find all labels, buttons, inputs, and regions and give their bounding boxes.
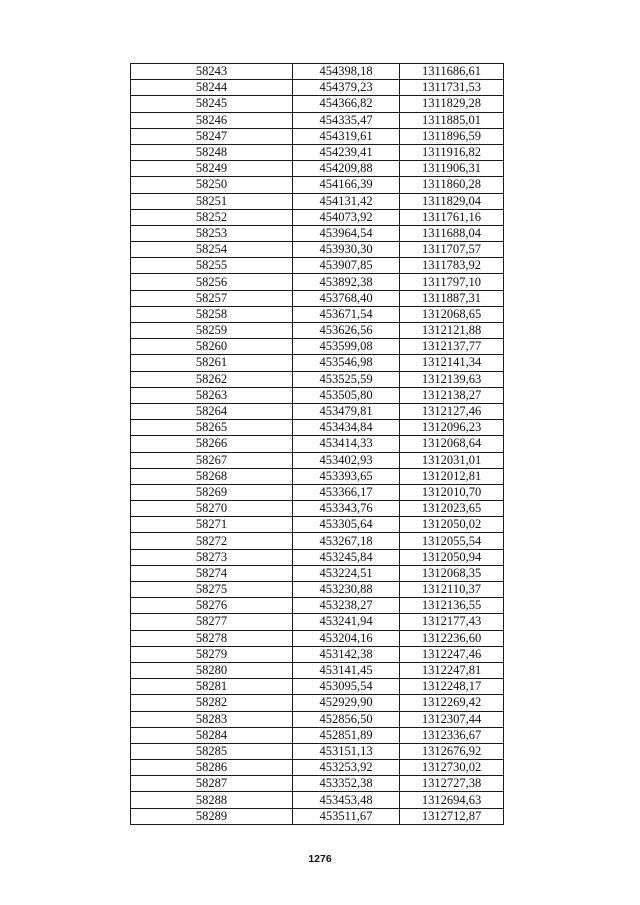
y-coordinate-cell: 1312676,92 — [400, 743, 504, 759]
table-row — [131, 776, 504, 792]
point-number-cell: 58283 — [131, 711, 293, 727]
point-number-cell: 58245 — [131, 96, 293, 112]
point-number-cell: 58281 — [131, 679, 293, 695]
x-coordinate-cell: 452929,90 — [293, 695, 400, 711]
table-row — [131, 614, 504, 630]
point-number-cell: 58279 — [131, 646, 293, 662]
point-number-cell: 58276 — [131, 598, 293, 614]
point-number-cell: 58270 — [131, 501, 293, 517]
table-row — [131, 242, 504, 258]
y-coordinate-cell: 1312012,81 — [400, 468, 504, 484]
x-coordinate-cell: 453546,98 — [293, 355, 400, 371]
table-row — [131, 290, 504, 306]
x-coordinate-cell: 452851,89 — [293, 727, 400, 743]
point-number-cell: 58259 — [131, 323, 293, 339]
x-coordinate-cell: 453142,38 — [293, 646, 400, 662]
point-number-cell: 58256 — [131, 274, 293, 290]
x-coordinate-cell: 453414,33 — [293, 436, 400, 452]
x-coordinate-cell: 454335,47 — [293, 112, 400, 128]
x-coordinate-cell: 454379,23 — [293, 80, 400, 96]
page-number: 1276 — [308, 853, 332, 865]
table-row — [131, 484, 504, 500]
point-number-cell: 58247 — [131, 128, 293, 144]
y-coordinate-cell: 1312050,94 — [400, 549, 504, 565]
point-number-cell: 58274 — [131, 565, 293, 581]
y-coordinate-cell: 1312136,55 — [400, 598, 504, 614]
x-coordinate-cell: 453141,45 — [293, 662, 400, 678]
point-number-cell: 58253 — [131, 225, 293, 241]
point-number-cell: 58246 — [131, 112, 293, 128]
table-row — [131, 339, 504, 355]
table-row — [131, 323, 504, 339]
x-coordinate-cell: 453505,80 — [293, 387, 400, 403]
table-row — [131, 646, 504, 662]
y-coordinate-cell: 1311829,28 — [400, 96, 504, 112]
y-coordinate-cell: 1311707,57 — [400, 242, 504, 258]
table-row — [131, 533, 504, 549]
table-row — [131, 711, 504, 727]
x-coordinate-cell: 453479,81 — [293, 403, 400, 419]
y-coordinate-cell: 1312010,70 — [400, 484, 504, 500]
y-coordinate-cell: 1312694,63 — [400, 792, 504, 808]
x-coordinate-cell: 454366,82 — [293, 96, 400, 112]
y-coordinate-cell: 1312177,43 — [400, 614, 504, 630]
table-row — [131, 355, 504, 371]
point-number-cell: 58268 — [131, 468, 293, 484]
y-coordinate-cell: 1312031,01 — [400, 452, 504, 468]
point-number-cell: 58265 — [131, 420, 293, 436]
y-coordinate-cell: 1312137,77 — [400, 339, 504, 355]
point-number-cell: 58243 — [131, 64, 293, 80]
x-coordinate-cell: 454131,42 — [293, 193, 400, 209]
x-coordinate-cell: 453204,16 — [293, 630, 400, 646]
x-coordinate-cell: 453626,56 — [293, 323, 400, 339]
point-number-cell: 58249 — [131, 161, 293, 177]
table-row — [131, 209, 504, 225]
point-number-cell: 58287 — [131, 776, 293, 792]
y-coordinate-cell: 1312236,60 — [400, 630, 504, 646]
point-number-cell: 58273 — [131, 549, 293, 565]
table-row — [131, 436, 504, 452]
x-coordinate-cell: 454073,92 — [293, 209, 400, 225]
point-number-cell: 58252 — [131, 209, 293, 225]
x-coordinate-cell: 453305,64 — [293, 517, 400, 533]
x-coordinate-cell: 453892,38 — [293, 274, 400, 290]
table-row — [131, 662, 504, 678]
y-coordinate-cell: 1312068,35 — [400, 565, 504, 581]
x-coordinate-cell: 453238,27 — [293, 598, 400, 614]
x-coordinate-cell: 453245,84 — [293, 549, 400, 565]
point-number-cell: 58251 — [131, 193, 293, 209]
x-coordinate-cell: 453930,30 — [293, 242, 400, 258]
point-number-cell: 58254 — [131, 242, 293, 258]
y-coordinate-cell: 1312121,88 — [400, 323, 504, 339]
table-row — [131, 727, 504, 743]
x-coordinate-cell: 453366,17 — [293, 484, 400, 500]
x-coordinate-cell: 453343,76 — [293, 501, 400, 517]
table-row — [131, 549, 504, 565]
y-coordinate-cell: 1311688,04 — [400, 225, 504, 241]
y-coordinate-cell: 1311906,31 — [400, 161, 504, 177]
point-number-cell: 58289 — [131, 808, 293, 824]
point-number-cell: 58282 — [131, 695, 293, 711]
x-coordinate-cell: 453768,40 — [293, 290, 400, 306]
x-coordinate-cell: 453393,65 — [293, 468, 400, 484]
x-coordinate-cell: 453907,85 — [293, 258, 400, 274]
x-coordinate-cell: 453224,51 — [293, 565, 400, 581]
y-coordinate-cell: 1312138,27 — [400, 387, 504, 403]
point-number-cell: 58261 — [131, 355, 293, 371]
table-row — [131, 565, 504, 581]
x-coordinate-cell: 453402,93 — [293, 452, 400, 468]
table-row — [131, 468, 504, 484]
table-row — [131, 760, 504, 776]
x-coordinate-cell: 453241,94 — [293, 614, 400, 630]
y-coordinate-cell: 1312050,02 — [400, 517, 504, 533]
x-coordinate-cell: 453671,54 — [293, 306, 400, 322]
table-row — [131, 582, 504, 598]
y-coordinate-cell: 1312712,87 — [400, 808, 504, 824]
y-coordinate-cell: 1312068,64 — [400, 436, 504, 452]
x-coordinate-cell: 453599,08 — [293, 339, 400, 355]
point-number-cell: 58260 — [131, 339, 293, 355]
point-number-cell: 58262 — [131, 371, 293, 387]
y-coordinate-cell: 1312023,65 — [400, 501, 504, 517]
x-coordinate-cell: 453253,92 — [293, 760, 400, 776]
y-coordinate-cell: 1312730,02 — [400, 760, 504, 776]
table-row — [131, 695, 504, 711]
table-row — [131, 501, 504, 517]
table-row — [131, 808, 504, 824]
y-coordinate-cell: 1312139,63 — [400, 371, 504, 387]
point-number-cell: 58255 — [131, 258, 293, 274]
coordinates-table — [130, 63, 504, 825]
point-number-cell: 58257 — [131, 290, 293, 306]
point-number-cell: 58266 — [131, 436, 293, 452]
x-coordinate-cell: 453453,48 — [293, 792, 400, 808]
point-number-cell: 58244 — [131, 80, 293, 96]
table-row — [131, 274, 504, 290]
point-number-cell: 58277 — [131, 614, 293, 630]
table-row — [131, 177, 504, 193]
table-row — [131, 64, 504, 80]
x-coordinate-cell: 453964,54 — [293, 225, 400, 241]
table-row — [131, 161, 504, 177]
y-coordinate-cell: 1312068,65 — [400, 306, 504, 322]
x-coordinate-cell: 453151,13 — [293, 743, 400, 759]
x-coordinate-cell: 454319,61 — [293, 128, 400, 144]
x-coordinate-cell: 452856,50 — [293, 711, 400, 727]
table-row — [131, 258, 504, 274]
x-coordinate-cell: 454209,88 — [293, 161, 400, 177]
table-row — [131, 743, 504, 759]
y-coordinate-cell: 1311887,31 — [400, 290, 504, 306]
point-number-cell: 58275 — [131, 582, 293, 598]
y-coordinate-cell: 1312269,42 — [400, 695, 504, 711]
y-coordinate-cell: 1312307,44 — [400, 711, 504, 727]
y-coordinate-cell: 1311896,59 — [400, 128, 504, 144]
y-coordinate-cell: 1311761,16 — [400, 209, 504, 225]
point-number-cell: 58285 — [131, 743, 293, 759]
table-row — [131, 630, 504, 646]
y-coordinate-cell: 1312247,46 — [400, 646, 504, 662]
table-row — [131, 80, 504, 96]
y-coordinate-cell: 1311783,92 — [400, 258, 504, 274]
x-coordinate-cell: 453511,67 — [293, 808, 400, 824]
table-row — [131, 96, 504, 112]
y-coordinate-cell: 1311829,04 — [400, 193, 504, 209]
table-row — [131, 452, 504, 468]
x-coordinate-cell: 453267,18 — [293, 533, 400, 549]
table-row — [131, 387, 504, 403]
point-number-cell: 58284 — [131, 727, 293, 743]
x-coordinate-cell: 454166,39 — [293, 177, 400, 193]
table-row — [131, 598, 504, 614]
y-coordinate-cell: 1312727,38 — [400, 776, 504, 792]
y-coordinate-cell: 1311916,82 — [400, 144, 504, 160]
y-coordinate-cell: 1312055,54 — [400, 533, 504, 549]
y-coordinate-cell: 1311686,61 — [400, 64, 504, 80]
table-row — [131, 225, 504, 241]
point-number-cell: 58248 — [131, 144, 293, 160]
x-coordinate-cell: 453434,84 — [293, 420, 400, 436]
y-coordinate-cell: 1312127,46 — [400, 403, 504, 419]
table-row — [131, 128, 504, 144]
x-coordinate-cell: 454398,18 — [293, 64, 400, 80]
x-coordinate-cell: 453525,59 — [293, 371, 400, 387]
coordinates-table-body — [131, 64, 504, 825]
point-number-cell: 58288 — [131, 792, 293, 808]
y-coordinate-cell: 1312248,17 — [400, 679, 504, 695]
point-number-cell: 58271 — [131, 517, 293, 533]
y-coordinate-cell: 1312110,37 — [400, 582, 504, 598]
table-row — [131, 792, 504, 808]
point-number-cell: 58269 — [131, 484, 293, 500]
point-number-cell: 58267 — [131, 452, 293, 468]
table-row — [131, 193, 504, 209]
x-coordinate-cell: 453230,88 — [293, 582, 400, 598]
x-coordinate-cell: 453095,54 — [293, 679, 400, 695]
y-coordinate-cell: 1311797,10 — [400, 274, 504, 290]
point-number-cell: 58272 — [131, 533, 293, 549]
table-row — [131, 403, 504, 419]
table-row — [131, 144, 504, 160]
table-row — [131, 112, 504, 128]
x-coordinate-cell: 454239,41 — [293, 144, 400, 160]
y-coordinate-cell: 1312141,34 — [400, 355, 504, 371]
table-row — [131, 420, 504, 436]
table-row — [131, 517, 504, 533]
point-number-cell: 58286 — [131, 760, 293, 776]
y-coordinate-cell: 1312096,23 — [400, 420, 504, 436]
point-number-cell: 58278 — [131, 630, 293, 646]
table-row — [131, 371, 504, 387]
point-number-cell: 58280 — [131, 662, 293, 678]
point-number-cell: 58264 — [131, 403, 293, 419]
table-row — [131, 306, 504, 322]
y-coordinate-cell: 1312247,81 — [400, 662, 504, 678]
point-number-cell: 58258 — [131, 306, 293, 322]
point-number-cell: 58263 — [131, 387, 293, 403]
x-coordinate-cell: 453352,38 — [293, 776, 400, 792]
y-coordinate-cell: 1312336,67 — [400, 727, 504, 743]
y-coordinate-cell: 1311731,53 — [400, 80, 504, 96]
point-number-cell: 58250 — [131, 177, 293, 193]
y-coordinate-cell: 1311885,01 — [400, 112, 504, 128]
y-coordinate-cell: 1311860,28 — [400, 177, 504, 193]
table-row — [131, 679, 504, 695]
